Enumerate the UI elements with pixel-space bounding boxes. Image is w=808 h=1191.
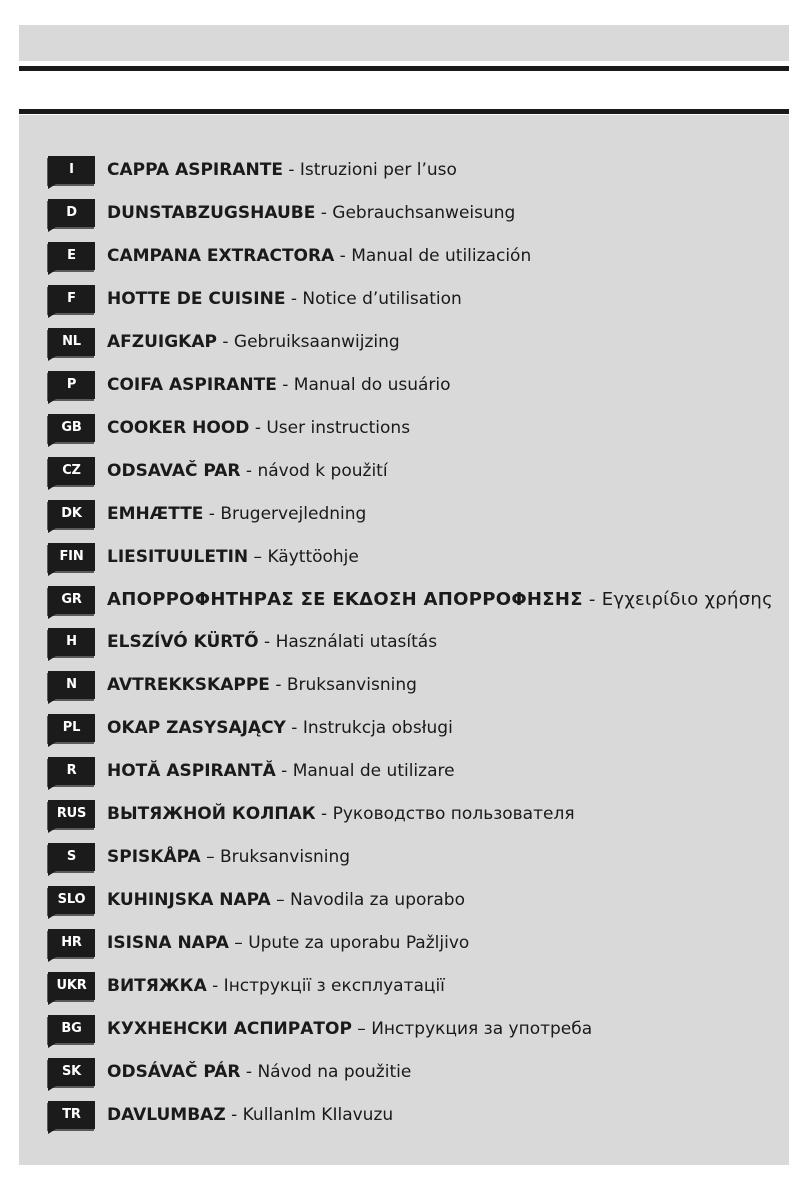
language-code-badge: BG xyxy=(48,1015,95,1043)
language-entry xyxy=(107,285,462,313)
language-code-badge: TR xyxy=(48,1101,95,1129)
product-name: CAPPA ASPIRANTE xyxy=(107,160,283,180)
manual-title: – Upute za uporabu Pažljivo xyxy=(228,933,470,953)
manual-title: - Istruzioni per l’uso xyxy=(282,160,457,180)
language-entry xyxy=(107,414,410,442)
language-list-panel xyxy=(19,115,789,1165)
language-row xyxy=(19,371,789,403)
language-code-badge: FIN xyxy=(48,543,95,571)
product-name: КУХНЕНСКИ АСПИРАТОР xyxy=(107,1019,352,1039)
language-row xyxy=(19,543,789,575)
language-code-badge: NL xyxy=(48,328,95,356)
language-row xyxy=(19,628,789,660)
manual-title: – Navodila za uporabo xyxy=(270,890,465,910)
manual-title: - Manual do usuário xyxy=(276,375,451,395)
product-name: ODSAVAČ PAR xyxy=(107,461,241,481)
manual-title: - Instrukcja obsługi xyxy=(285,718,453,738)
language-code-badge: E xyxy=(48,242,95,270)
language-entry xyxy=(107,714,453,742)
header-band xyxy=(19,25,789,61)
language-row xyxy=(19,1015,789,1047)
language-code-badge: R xyxy=(48,757,95,785)
language-entry xyxy=(107,543,359,571)
language-row xyxy=(19,671,789,703)
manual-title: - Інструкції з експлуатації xyxy=(206,976,445,996)
manual-title: - Brugervejledning xyxy=(203,504,367,524)
manual-title: - Notice d’utilisation xyxy=(285,289,462,309)
language-code-badge: P xyxy=(48,371,95,399)
product-name: ВЫТЯЖНОЙ КОЛПАК xyxy=(107,804,316,824)
language-row xyxy=(19,500,789,532)
manual-title: - Manual de utilización xyxy=(334,246,532,266)
language-entry xyxy=(107,972,445,1000)
language-entry xyxy=(107,671,417,699)
language-row xyxy=(19,242,789,274)
language-code-badge: D xyxy=(48,199,95,227)
product-name: SPISKÅPA xyxy=(107,847,201,867)
language-entry xyxy=(107,886,465,914)
language-entry xyxy=(107,843,350,871)
product-name: ΑΠΟΡΡΟΦΗΤΗΡΑΣ ΣΕ ΕΚΔΟΣΗ ΑΠΟΡΡΟΦΗΣΗΣ xyxy=(107,589,583,610)
product-name: ELSZÍVÓ KÜRTŐ xyxy=(107,632,259,652)
language-code-badge: PL xyxy=(48,714,95,742)
product-name: DUNSTABZUGSHAUBE xyxy=(107,203,316,223)
product-name: AFZUIGKAP xyxy=(107,332,217,352)
manual-title: - Gebruiksaanwijzing xyxy=(216,332,400,352)
manual-title: - Руководство пользователя xyxy=(315,804,575,824)
product-name: ODSÁVAČ PÁR xyxy=(107,1062,241,1082)
language-code-badge: H xyxy=(48,628,95,656)
product-name: CAMPANA EXTRACTORA xyxy=(107,246,335,266)
language-code-badge: GR xyxy=(48,586,95,614)
manual-title: - User instructions xyxy=(249,418,411,438)
language-row xyxy=(19,457,789,489)
language-entry xyxy=(107,328,400,356)
language-code-badge: S xyxy=(48,843,95,871)
language-entry xyxy=(107,628,437,656)
language-row xyxy=(19,1058,789,1090)
language-row xyxy=(19,886,789,918)
language-entry xyxy=(107,929,469,957)
language-row xyxy=(19,586,789,618)
language-code-badge: F xyxy=(48,285,95,313)
language-row xyxy=(19,1101,789,1133)
language-entry xyxy=(107,500,366,528)
product-name: AVTREKKSKAPPE xyxy=(107,675,270,695)
manual-title: - Bruksanvisning xyxy=(269,675,417,695)
manual-title: - Návod na použitie xyxy=(240,1062,412,1082)
manual-title: - Εγχειρίδιο χρήσης xyxy=(582,589,774,610)
language-row xyxy=(19,714,789,746)
language-entry xyxy=(107,1015,592,1043)
language-entry xyxy=(107,199,515,227)
product-name: COOKER HOOD xyxy=(107,418,250,438)
language-row xyxy=(19,800,789,832)
language-code-badge: HR xyxy=(48,929,95,957)
language-code-badge: DK xyxy=(48,500,95,528)
language-row xyxy=(19,757,789,789)
language-entry xyxy=(107,371,451,399)
manual-title: - Használati utasítás xyxy=(258,632,438,652)
manual-title: – Инструкция за употреба xyxy=(351,1019,593,1039)
product-name: LIESITUULETIN xyxy=(107,547,249,567)
language-row xyxy=(19,156,789,188)
product-name: OKAP ZASYSAJĄCY xyxy=(107,718,286,738)
language-entry xyxy=(107,457,388,485)
manual-title: – Bruksanvisning xyxy=(200,847,351,867)
language-code-badge: SK xyxy=(48,1058,95,1086)
language-code-badge: GB xyxy=(48,414,95,442)
manual-title: - návod k použití xyxy=(240,461,388,481)
language-code-badge: I xyxy=(48,156,95,184)
language-row xyxy=(19,328,789,360)
product-name: KUHINJSKA NAPA xyxy=(107,890,271,910)
language-entry xyxy=(107,1101,393,1129)
language-code-badge: CZ xyxy=(48,457,95,485)
language-row xyxy=(19,929,789,961)
language-row xyxy=(19,843,789,875)
product-name: EMHÆTTE xyxy=(107,504,204,524)
language-entry xyxy=(107,242,531,270)
product-name: COIFA ASPIRANTE xyxy=(107,375,277,395)
language-row xyxy=(19,414,789,446)
manual-title: – Käyttöohje xyxy=(248,547,359,567)
product-name: DAVLUMBAZ xyxy=(107,1105,226,1125)
language-entry xyxy=(107,1058,411,1086)
header-rule-top xyxy=(19,66,789,71)
product-name: ВИТЯЖКА xyxy=(107,976,207,996)
language-row xyxy=(19,285,789,317)
language-list xyxy=(19,115,789,1165)
manual-title: - Manual de utilizare xyxy=(275,761,455,781)
product-name: HOTTE DE CUISINE xyxy=(107,289,286,309)
language-row xyxy=(19,199,789,231)
language-entry xyxy=(107,156,457,184)
header-rule-bottom xyxy=(19,109,789,114)
language-code-badge: RUS xyxy=(48,800,95,828)
language-code-badge: SLO xyxy=(48,886,95,914)
language-code-badge: UKR xyxy=(48,972,95,1000)
product-name: ISISNA NAPA xyxy=(107,933,229,953)
language-entry xyxy=(107,586,773,614)
manual-title: - KullanIm KIlavuzu xyxy=(225,1105,394,1125)
language-row xyxy=(19,972,789,1004)
product-name: HOTĂ ASPIRANTĂ xyxy=(107,761,276,781)
language-entry xyxy=(107,800,575,828)
language-code-badge: N xyxy=(48,671,95,699)
language-entry xyxy=(107,757,455,785)
manual-title: - Gebrauchsanweisung xyxy=(315,203,516,223)
